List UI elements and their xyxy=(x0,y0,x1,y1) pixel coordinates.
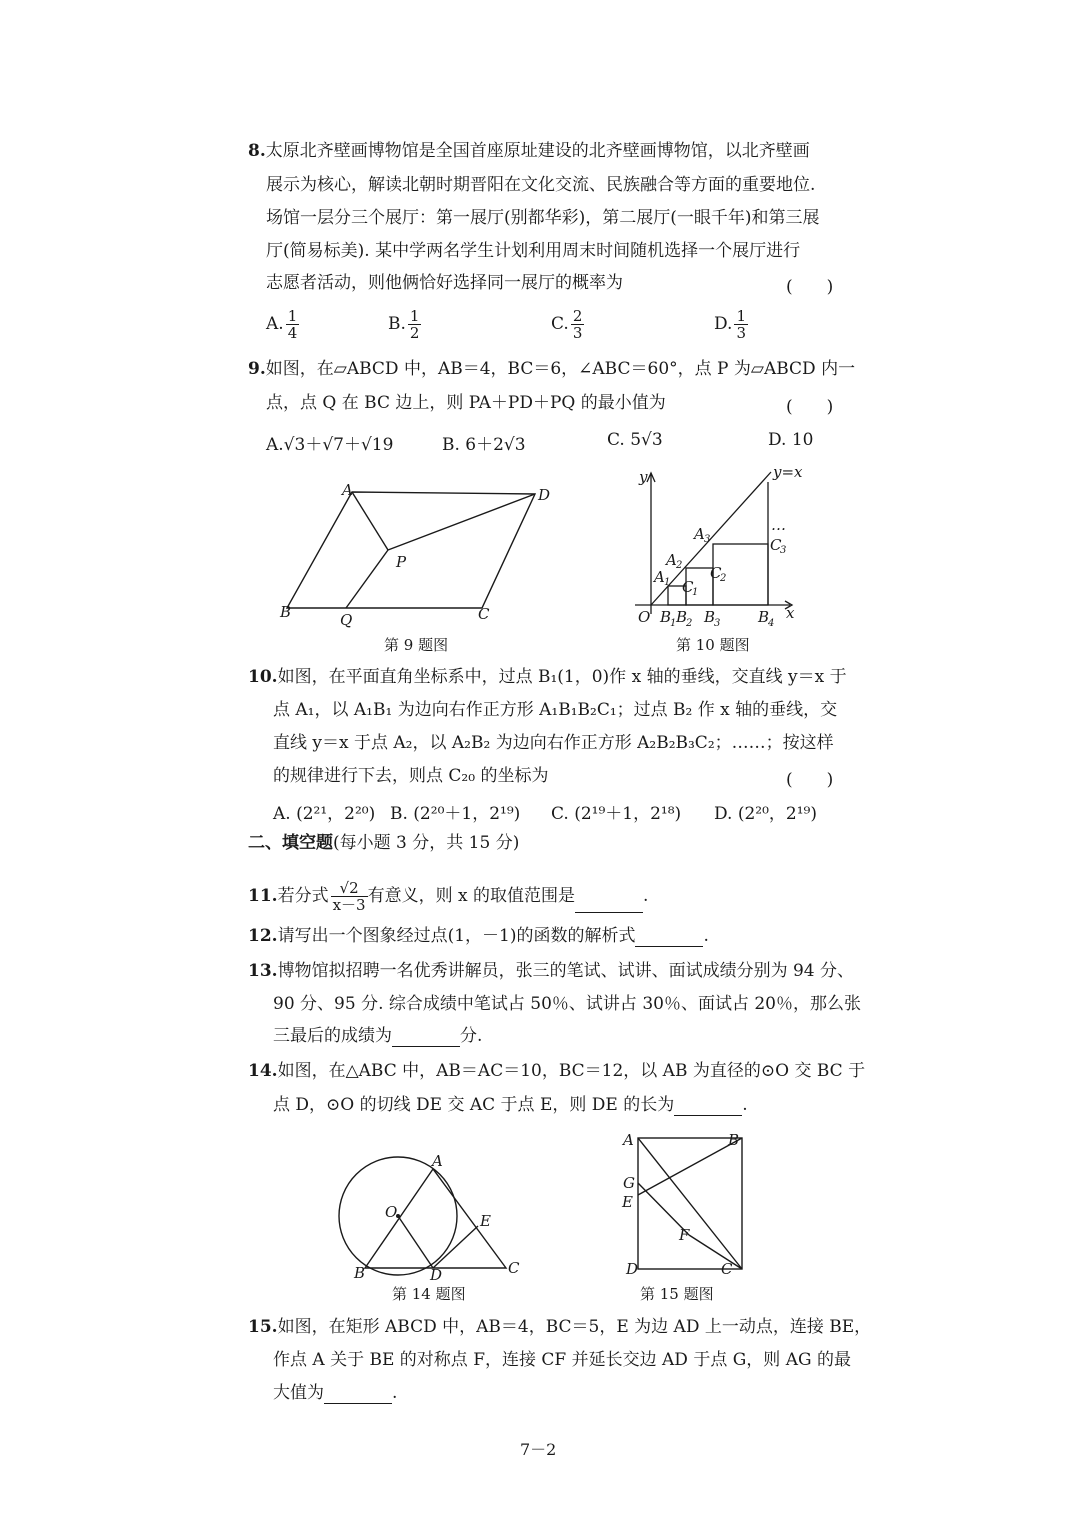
fig10-label-x: x xyxy=(786,604,795,622)
q10-line-3: 直线 y＝x 于点 A₂，以 A₂B₂ 为边向右作正方形 A₂B₂B₃C₂；……；按这样 xyxy=(273,733,834,753)
q11-number: 11. xyxy=(248,886,278,906)
q8-option-c: C. $\frac{2}{3}$ xyxy=(551,307,583,342)
fig14-label-d: D xyxy=(430,1266,443,1284)
fig10-label-b3: B xyxy=(704,608,716,626)
diagonal-ac xyxy=(638,1138,742,1269)
q9-line-2: 点，点 Q 在 BC 边上，则 PA＋PD＋PQ 的最小值为 xyxy=(266,393,666,413)
figure-14-caption: 第 14 题图 xyxy=(392,1285,466,1303)
fig15-label-f: F xyxy=(679,1226,690,1244)
q13-line-3: 三最后的成绩为 分. xyxy=(273,1026,483,1046)
fig14-label-b: B xyxy=(354,1264,366,1282)
fig9-label-p: P xyxy=(396,553,407,571)
fig10-label-y: y xyxy=(639,468,648,486)
q9-answer-paren: ( ) xyxy=(786,397,834,417)
figure-14-circle-triangle xyxy=(330,1140,530,1285)
q15-number: 15. xyxy=(248,1317,278,1337)
svg-text:3: 3 xyxy=(780,545,787,556)
fig15-label-g: G xyxy=(623,1174,635,1192)
segment-pa xyxy=(352,492,388,550)
fig9-label-q: Q xyxy=(340,611,353,629)
figure-9-parallelogram xyxy=(270,475,560,635)
q12-number: 12. xyxy=(248,926,278,946)
fig15-label-e: E xyxy=(622,1193,633,1211)
fig10-label-o: O xyxy=(638,608,651,626)
q8-line-4: 厅(简易标美). 某中学两名学生计划利用周末时间随机选择一个展厅进行 xyxy=(266,241,801,261)
q9-option-a: A.√3＋√7＋√19 xyxy=(266,435,394,455)
fig15-label-a: A xyxy=(623,1131,634,1149)
q10-line-2: 点 A₁，以 A₁B₁ 为边向右作正方形 A₁B₁B₂C₁；过点 B₂ 作 x 轴的垂线，交 xyxy=(273,700,838,720)
fig9-label-a: A xyxy=(342,481,353,499)
fig9-label-d: D xyxy=(538,486,551,504)
q10-option-d: D. (2²⁰，2¹⁹) xyxy=(714,804,817,824)
svg-text:3: 3 xyxy=(714,618,721,629)
q15-line-3: 大值为 . xyxy=(273,1383,398,1403)
fig15-label-b: B xyxy=(728,1131,740,1149)
section-2-heading: 二、填空题(每小题 3 分，共 15 分) xyxy=(248,833,520,853)
segment-pq xyxy=(346,550,388,608)
page-number: 7－2 xyxy=(520,1440,557,1459)
q8-line-1: 8.太原北齐壁画博物馆是全国首座原址建设的北齐壁画博物馆，以北齐壁画 xyxy=(248,141,810,161)
fig10-label-b1: B xyxy=(660,608,672,626)
q14-line-1: 14.如图，在△ABC 中，AB＝AC＝10，BC＝12，以 AB 为直径的⊙O 交 BC 于 xyxy=(248,1061,866,1081)
q8-answer-paren: ( ) xyxy=(786,277,834,297)
q10-line-1: 10.如图，在平面直角坐标系中，过点 B₁(1，0)作 x 轴的垂线，交直线 y＝x 于 xyxy=(248,667,847,687)
svg-text:2: 2 xyxy=(686,618,693,629)
parallelogram-abcd xyxy=(287,492,535,608)
figure-10-coordinate-squares xyxy=(630,462,820,632)
fig14-label-e: E xyxy=(480,1212,491,1230)
q15-line-1: 15.如图，在矩形 ABCD 中，AB＝4，BC＝5，E 为边 AD 上一动点，连接 BE， xyxy=(248,1317,872,1337)
q8-line-3: 场馆一层分三个展厅：第一展厅(别都华彩)，第二展厅(一眼千年)和第三展 xyxy=(266,208,820,228)
q8-option-a: A. $\frac{1}{4}$ xyxy=(266,307,298,342)
fig14-label-a: A xyxy=(432,1152,443,1170)
fig10-label-a1: A xyxy=(654,568,665,586)
q8-number: 8. xyxy=(248,141,266,161)
q9-option-b: B. 6＋2√3 xyxy=(442,435,526,455)
figure-10-caption: 第 10 题图 xyxy=(676,636,750,654)
q9-option-c: C. 5√3 xyxy=(607,430,663,450)
svg-text:3: 3 xyxy=(704,534,711,545)
q8-line-5: 志愿者活动，则他俩恰好选择同一展厅的概率为 xyxy=(266,273,623,293)
fig14-label-c: C xyxy=(508,1259,520,1277)
fig10-label-b4: B xyxy=(758,608,770,626)
q10-line-4: 的规律进行下去，则点 C₂₀ 的坐标为 xyxy=(273,766,549,786)
fig10-label-c2: C xyxy=(710,564,722,582)
q11-answer-blank xyxy=(575,896,643,913)
q14-line-2: 点 D，⊙O 的切线 DE 交 AC 于点 E，则 DE 的长为 . xyxy=(273,1095,748,1115)
fig14-label-o: O xyxy=(385,1203,398,1221)
svg-text:2: 2 xyxy=(720,573,727,584)
fig9-label-b: B xyxy=(280,603,292,621)
svg-text:1: 1 xyxy=(670,618,677,629)
q12-answer-blank xyxy=(635,930,703,947)
q14-number: 14. xyxy=(248,1061,278,1081)
q8-line-2: 展示为核心，解读北朝时期晋阳在文化交流、民族融合等方面的重要地位. xyxy=(266,175,816,195)
q9-option-d: D. 10 xyxy=(768,430,814,450)
q13-number: 13. xyxy=(248,961,278,981)
fig10-label-c1: C xyxy=(682,578,694,596)
fig15-label-d: D xyxy=(626,1260,639,1278)
fig10-label-dots: … xyxy=(771,516,786,534)
segment-fc xyxy=(689,1235,742,1269)
q10-option-c: C. (2¹⁹＋1，2¹⁸) xyxy=(551,804,682,824)
svg-text:4: 4 xyxy=(768,618,775,629)
q11-line: 11.若分式 $\frac{√2}{x-3}$ 有意义，则 x 的取值范围是 . xyxy=(248,879,649,914)
segment-od xyxy=(398,1216,433,1268)
fig9-label-c: C xyxy=(478,605,490,623)
q10-option-a: A. (2²¹，2²⁰) xyxy=(273,804,376,824)
figure-9-caption: 第 9 题图 xyxy=(384,636,449,654)
fig10-label-c3: C xyxy=(770,536,782,554)
figure-15-rectangle xyxy=(615,1128,755,1278)
q13-answer-blank xyxy=(392,1030,460,1047)
q12-line: 12.请写出一个图象经过点(1，－1)的函数的解析式 . xyxy=(248,926,709,946)
svg-text:1: 1 xyxy=(664,577,671,588)
q8-option-d: D. $\frac{1}{3}$ xyxy=(714,307,746,342)
q10-option-b: B. (2²⁰＋1，2¹⁹) xyxy=(390,804,521,824)
q13-line-2: 90 分、95 分. 综合成绩中笔试占 50％、试讲占 30％、面试占 20％，那么张 xyxy=(273,994,861,1014)
q15-answer-blank xyxy=(324,1387,392,1404)
q14-answer-blank xyxy=(674,1099,742,1116)
q9-number: 9. xyxy=(248,359,266,379)
svg-text:2: 2 xyxy=(676,560,683,571)
figure-15-caption: 第 15 题图 xyxy=(640,1285,714,1303)
fig10-label-line: y=x xyxy=(773,463,803,481)
fig10-label-a2: A xyxy=(666,551,677,569)
q10-number: 10. xyxy=(248,667,278,687)
q9-line-1: 9.如图，在▱ABCD 中，AB＝4，BC＝6，∠ABC＝60°，点 P 为▱ABCD 内一 xyxy=(248,359,856,379)
svg-text:1: 1 xyxy=(692,587,699,598)
q15-line-2: 作点 A 关于 BE 的对称点 F，连接 CF 并延长交边 AD 于点 G，则 AG 的最 xyxy=(273,1350,851,1370)
fig15-label-c: C xyxy=(721,1260,733,1278)
fig10-label-b2: B xyxy=(676,608,688,626)
q10-answer-paren: ( ) xyxy=(786,770,834,790)
segment-be xyxy=(638,1138,742,1195)
q13-line-1: 13.博物馆拟招聘一名优秀讲解员，张三的笔试、试讲、面试成绩分别为 94 分、 xyxy=(248,961,855,981)
q8-option-b: B. $\frac{1}{2}$ xyxy=(388,307,420,342)
fig10-label-a3: A xyxy=(694,525,705,543)
tangent-de xyxy=(433,1226,478,1268)
